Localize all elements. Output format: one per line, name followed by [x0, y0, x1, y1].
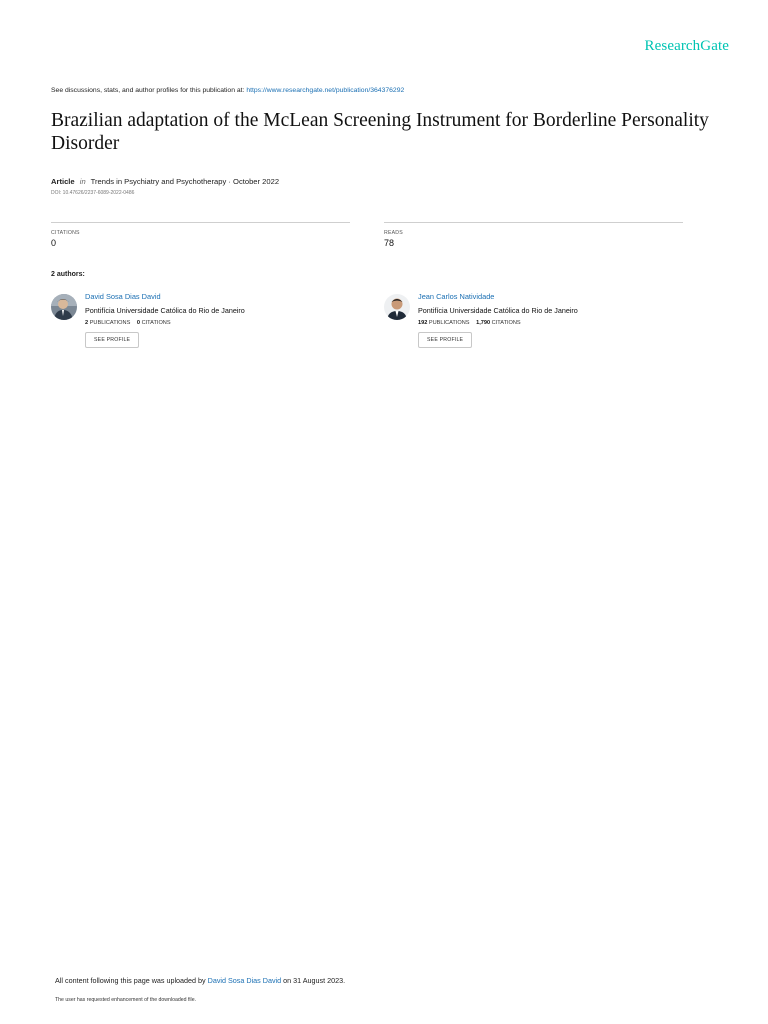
reads-stat	[384, 222, 683, 248]
see-profile-button[interactable]: SEE PROFILE	[85, 332, 139, 348]
upload-line	[55, 976, 345, 985]
uploader-link[interactable]: David Sosa Dias David	[207, 976, 282, 985]
publications-count: 192	[418, 320, 428, 326]
publication-link[interactable]: https://www.researchgate.net/publication/364376292	[246, 87, 405, 94]
citations-label: CITATIONS	[141, 320, 171, 326]
intro-text: See discussions, stats, and author profiles for this publication at:	[51, 87, 247, 94]
citations-value: 0	[51, 238, 57, 248]
citations-count: 0	[136, 320, 140, 326]
upload-suffix: on 31 August 2023.	[281, 976, 346, 985]
researchgate-logo[interactable]: ResearchGate	[644, 38, 729, 54]
in-word: in	[79, 177, 86, 186]
reads-label: READS	[384, 230, 403, 236]
author-avatar[interactable]	[51, 294, 77, 320]
authors-heading: 2 authors:	[51, 271, 85, 278]
author-name[interactable]: David Sosa Dias David	[85, 292, 161, 301]
citations-label: CITATIONS	[491, 320, 521, 326]
publication-title: Brazilian adaptation of the McLean Screening Instrument for Borderline Personality Disorder	[51, 110, 709, 154]
publication-doi: DOI: 10.47626/2237-6089-2022-0486	[51, 190, 135, 196]
publication-meta	[51, 177, 279, 186]
publications-label: PUBLICATIONS	[428, 320, 470, 326]
see-profile-button[interactable]: SEE PROFILE	[418, 332, 472, 348]
author-card	[384, 292, 684, 356]
publications-label: PUBLICATIONS	[89, 320, 131, 326]
author-counts	[418, 320, 578, 326]
publication-type: Article	[51, 177, 75, 186]
author-institution[interactable]: Pontifícia Universidade Católica do Rio de Janeiro	[418, 306, 578, 315]
citations-count: 1,790	[476, 320, 491, 326]
publications-count: 2	[85, 320, 89, 326]
author-card	[51, 292, 351, 356]
journal-date: Trends in Psychiatry and Psychotherapy · October 2022	[90, 177, 280, 186]
intro-line	[51, 87, 404, 94]
enhancement-note: The user has requested enhancement of the downloaded file.	[55, 997, 197, 1003]
author-name[interactable]: Jean Carlos Natividade	[418, 292, 495, 301]
citations-label: CITATIONS	[51, 230, 80, 236]
upload-prefix: All content following this page was uploaded by	[55, 976, 208, 985]
citations-stat	[51, 222, 350, 248]
reads-value: 78	[384, 238, 395, 248]
author-counts	[85, 320, 245, 326]
author-avatar[interactable]	[384, 294, 410, 320]
author-institution[interactable]: Pontifícia Universidade Católica do Rio de Janeiro	[85, 306, 245, 315]
